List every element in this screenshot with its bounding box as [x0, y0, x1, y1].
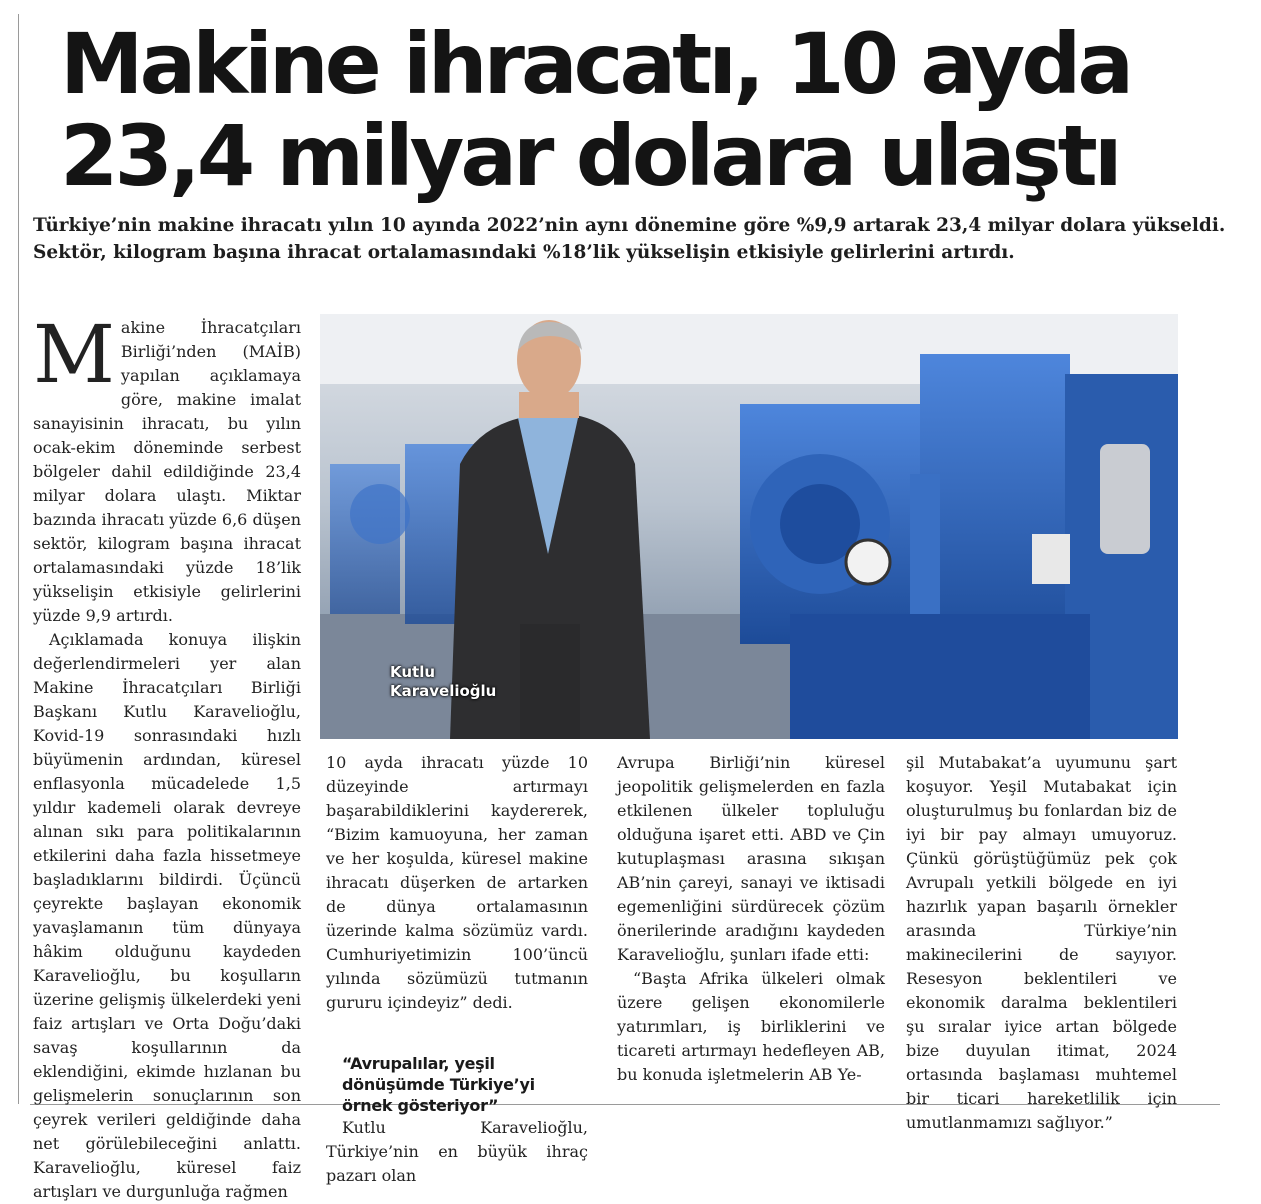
column-2 [326, 751, 588, 1188]
intro-text: akine İhracatçıları Birliği’nden (MAİB) yapılan açıklamaya göre, makine imalat sanayisinin ihracatı, bu yılın ocak-ekim döneminde serbest bölgeler dahil edildiğinde 23,4 milyar dolara ulaştı. Miktar bazında ihracatı yüzde 6,6 düşen sektör, kilogram başına ihracat ortalamasındaki yüzde 18’lik yükselişin etkisiyle gelirlerini yüzde 9,9 artırdı. [33, 318, 301, 625]
drop-cap: M [33, 308, 115, 401]
deck: Türkiye’nin makine ihracatı yılın 10 ayında 2022’nin aynı dönemine göre %9,9 artarak 23,4 milyar dolara yükseldi. Sektör, kilogram başına ihracat ortalamasındaki %18’lik yükselişin etkisiyle gelirlerini artırdı. [33, 215, 1226, 263]
headline: Makine ihracatı, 10 ayda 23,4 milyar dolara ulaştı [60, 15, 1131, 205]
paragraph: “Başta Afrika ülkeleri olmak üzere gelişen ekonomilerle yatırımları, iş birliklerini ve ticareti artırmayı hedefleyen AB, bu konuda işletmelerin AB Ye- [617, 969, 885, 1084]
left-column-rule [18, 14, 19, 1104]
photo-caption [390, 663, 496, 701]
subheading: “Avrupalılar, yeşil dönüşümde Türkiye’yi örnek gösteriyor” [342, 1054, 535, 1115]
caption-line-1: Kutlu [390, 663, 436, 681]
paragraph: şil Mutabakat’a uyumunu şart koşuyor. Yeşil Mutabakat için oluşturulmuş bu fonlardan biz de iyi bir pay almayı umuyoruz. Çünkü görüştüğümüz pek çok Avrupalı yetkili bölgede en iyi hazırlık yapan başarılı örnekler arasında Türkiye’nin makinecilerini de sayıyor. Resesyon beklentileri ve ekonomik daralma beklentileri şu sıralar iyice artan bölgede bize duyulan itimat, 2024 ortasında başlaması muhtemel bir ticari hareketlilik için umutlanmamızı sağlıyor.” [906, 753, 1177, 1132]
column-1 [33, 308, 301, 1204]
paragraph: 10 ayda ihracatı yüzde 10 düzeyinde artırmayı başarabildiklerini kaydererek, “Bizim kamuoyuna, her zaman ve her koşulda, küresel makine ihracatı düşerken de artarken de dünya ortalamasının üzerinde kalma sözümüz vardı. Cumhuriyetimizin 100’üncü yılında sözümüzü tutmanın gururu içindeyiz” dedi. [326, 753, 588, 1012]
photo-kutlu-karavelioglu [320, 314, 1178, 739]
caption-line-2: Karavelioğlu [390, 682, 497, 700]
paragraph-intro [33, 308, 301, 628]
paragraph: Açıklamada konuya ilişkin değerlendirmeleri yer alan Makine İhracatçıları Birliği Başkanı Kutlu Karavelioğlu, Kovid-19 sonrasındaki hızlı büyümenin ardından, küresel enflasyonla mücadelede 1,5 yıldır kademeli olarak devreye alınan sıkı para politikalarının etkilerini daha fazla hissetmeye başladıklarını bildirdi. Üçüncü çeyrekte başlayan ekonomik yavaşlamanın tüm dünyaya hâkim olduğunu kaydeden Karavelioğlu, bu koşulların üzerine gelişmiş ülkelerdeki yeni faiz artışları ve Orta Doğu’daki savaş koşullarının da eklendiğini, ekimde hızlanan bu gelişmelerin sonuçlarının son çeyrek verileri geldiğinde daha net görülebileceğini anlattı. Karavelioğlu, küresel faiz artışları ve durgunluğa rağmen [33, 630, 301, 1201]
column-3 [617, 751, 885, 1087]
paragraph: Kutlu Karavelioğlu, Türkiye’nin en büyük ihraç pazarı olan [326, 1118, 588, 1185]
paragraph: Avrupa Birliği’nin küresel jeopolitik gelişmelerden en fazla etkilenen ülkeler topluluğu olduğuna işaret etti. ABD ve Çin kutuplaşması arasına sıkışan AB’nin çareyi, sanayi ve iktisadi egemenliğini sürdürecek çözüm önerilerinde aradığını kaydeden Karavelioğlu, şunları ifade etti: [617, 753, 885, 964]
column-4 [906, 751, 1177, 1135]
